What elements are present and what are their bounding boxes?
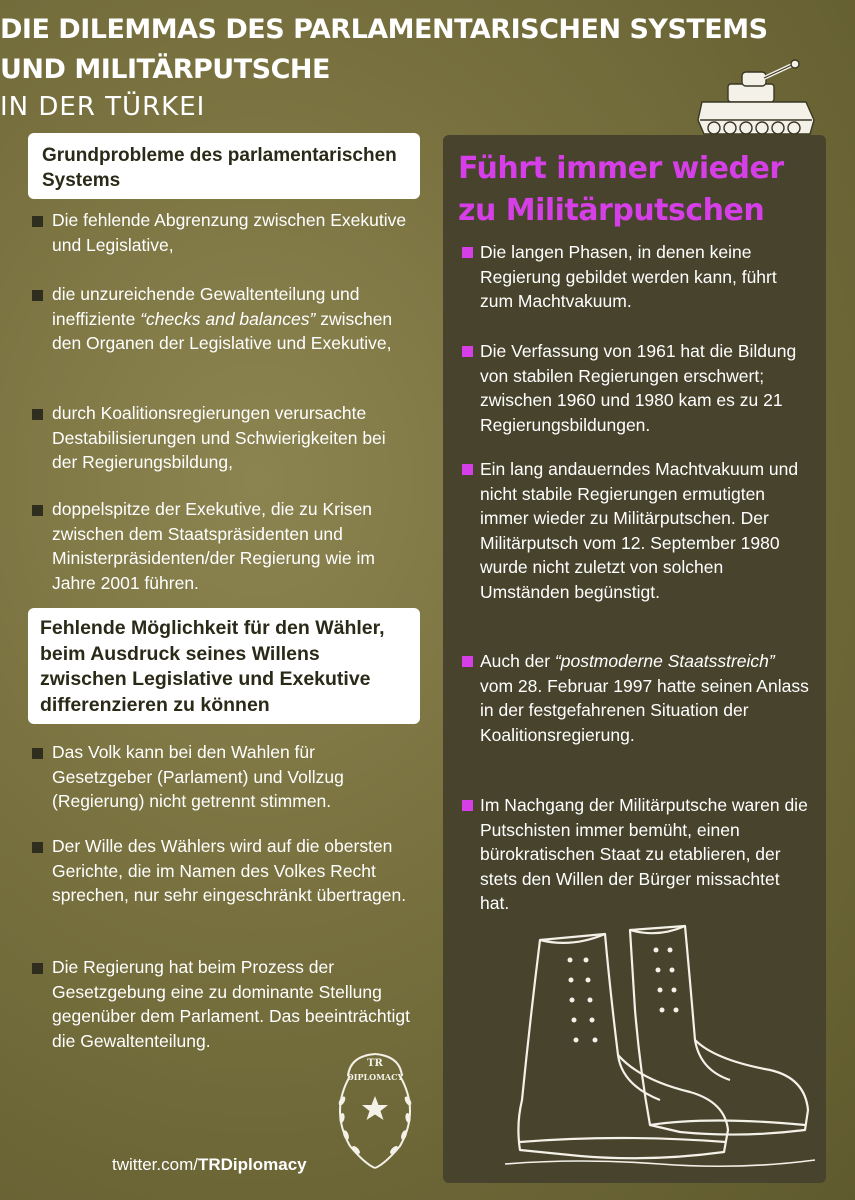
bullet-icon — [462, 656, 473, 667]
list-item: durch Koalitionsregierungen verursachte Destabilisierungen und Schwierigkeiten bei der Regierungsbildung, — [32, 401, 412, 475]
seal-logo — [330, 1046, 420, 1176]
bullet-icon — [462, 800, 473, 811]
list-item: Die Regierung hat beim Prozess der Gesetzgebung eine zu dominante Stellung gegenüber dem Parlament. Das beeinträchtigt die Gewaltenteilung. — [32, 955, 412, 1053]
title-line-3: IN DER TÜRKEI — [0, 92, 206, 122]
list-item: Die langen Phasen, in denen keine Regierung gebildet werden kann, führt zum Machtvakuum. — [462, 240, 812, 314]
bullet-icon — [32, 505, 43, 516]
list-item: die unzureichende Gewaltenteilung und ineffiziente “checks and balances” zwischen den Organen der Legislative und Exekutive, — [32, 282, 412, 356]
right-panel-title: Führt immer wieder zu Militärputschen — [458, 151, 784, 228]
list-item: Die fehlende Abgrenzung zwischen Exekutive und Legislative, — [32, 208, 412, 257]
list-item: Auch der “postmoderne Staatsstreich” vom 28. Februar 1997 hatte seinen Anlass in der festgefahrenen Situation der Koalitionsregierung. — [462, 649, 812, 747]
section-heading-grundprobleme: Grundprobleme des parlamentarischen Systems — [28, 133, 420, 199]
list-item: Im Nachgang der Militärputsche waren die Putschisten immer bemüht, einen bürokratischen Staat zu etablieren, der stets den Willen der Bürger missachtet hat. — [462, 793, 812, 916]
title-line-2: UND MILITÄRPUTSCHE — [0, 54, 330, 85]
list-item: Ein lang andauerndes Machtvakuum und nicht stabile Regierungen ermutigten immer wieder zu Militärputschen. Der Militärputsch vom 12. September 1980 wurde nicht zuletzt von solchen Umständen begünstigt. — [462, 457, 812, 604]
boots-icon — [500, 920, 820, 1170]
bullet-icon — [462, 247, 473, 258]
bullet-icon — [32, 290, 43, 301]
bullet-icon — [462, 464, 473, 475]
star-icon — [362, 1096, 388, 1120]
list-item: Der Wille des Wählers wird auf die obersten Gerichte, die im Namen des Volkes Recht sprechen, nur sehr eingeschränkt übertragen. — [32, 834, 412, 908]
bullet-icon — [462, 346, 473, 357]
twitter-link[interactable]: twitter.com/TRDiplomacy — [112, 1155, 307, 1174]
bullet-icon — [32, 842, 43, 853]
section-heading-waehler: Fehlende Möglichkeit für den Wähler, beim Ausdruck seines Willens zwischen Legislative und Exekutive differenzieren zu können — [28, 608, 420, 724]
svg-text:DIPLOMACY: DIPLOMACY — [346, 1072, 404, 1082]
bullet-icon — [32, 963, 43, 974]
bullet-icon — [32, 216, 43, 227]
list-item: Die Verfassung von 1961 hat die Bildung von stabilen Regierungen erschwert; zwischen 1960 und 1980 kam es zu 21 Regierungsbildungen. — [462, 339, 812, 437]
title-line-1: DIE DILEMMAS DES PARLAMENTARISCHEN SYSTEMS — [0, 14, 768, 45]
bullet-icon — [32, 748, 43, 759]
list-item: doppelspitze der Exekutive, die zu Krisen zwischen dem Staatspräsidenten und Ministerpräsidenten/der Regierung wie im Jahre 2001 führen. — [32, 497, 412, 595]
bullet-icon — [32, 409, 43, 420]
svg-text:TR: TR — [367, 1058, 383, 1069]
list-item: Das Volk kann bei den Wahlen für Gesetzgeber (Parlament) und Vollzug (Regierung) nicht getrennt stimmen. — [32, 740, 412, 814]
